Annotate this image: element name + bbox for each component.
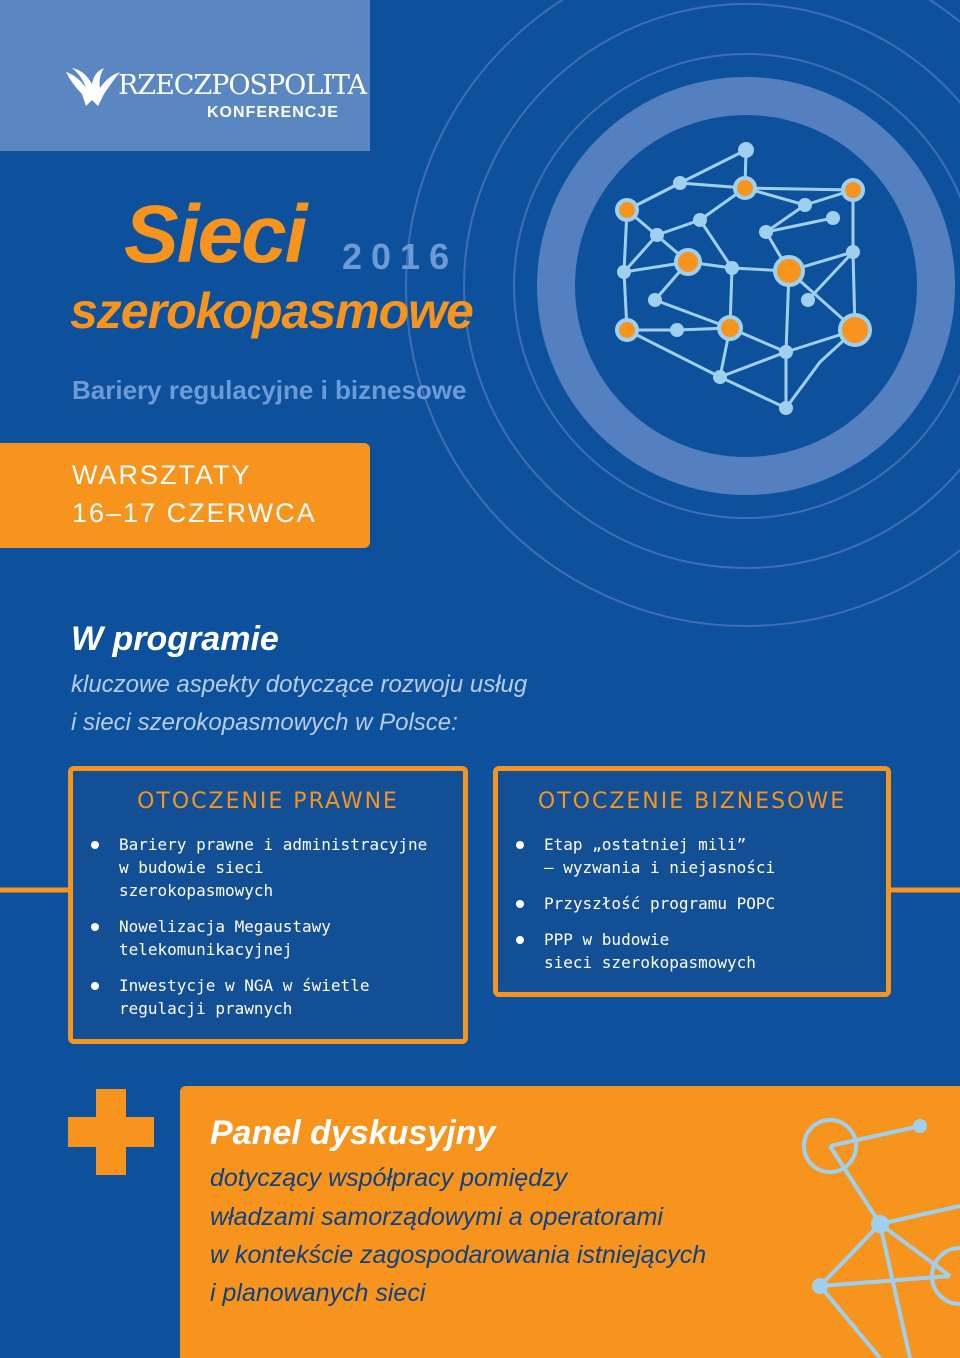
bullet-icon (91, 841, 99, 849)
eagle-logo-icon (64, 66, 122, 108)
logo-name: RZECZPOSPOLITA (118, 70, 366, 101)
panel-description-line-3: w kontekście zagospodarowania istniejących (210, 1241, 707, 1269)
panel-title: Panel dyskusyjny (210, 1114, 496, 1152)
bullet-icon (91, 982, 99, 990)
bullet-icon (516, 841, 524, 849)
tagline: Bariery regulacyjne i biznesowe (72, 375, 467, 405)
list-item: Bariery prawne i administracyjne w budowie sieci szerokopasmowych (119, 833, 453, 902)
title-subtitle: szerokopasmowe (70, 283, 473, 339)
list-item: Przyszłość programu POPC (544, 892, 876, 915)
discussion-panel-block (180, 1086, 960, 1358)
business-topic-list (544, 833, 876, 987)
logo-subtitle: KONFERENCJE (207, 104, 339, 121)
list-item: Nowelizacja Megaustawy telekomunikacyjnej (119, 915, 453, 961)
legal-environment-box (68, 766, 468, 1044)
title-year: 2016 (342, 236, 459, 277)
plus-icon-vertical (96, 1089, 126, 1175)
workshop-banner (0, 443, 370, 548)
list-item: Inwestycje w NGA w świetle regulacji prawnych (119, 974, 453, 1020)
list-item: Etap „ostatniej mili” – wyzwania i niejasności (544, 833, 876, 879)
workshop-label: WARSZTATY (72, 460, 252, 490)
workshop-date: 16–17 CZERWCA (72, 498, 317, 528)
panel-description-line-4: i planowanych sieci (210, 1279, 426, 1307)
panel-description-line-1: dotyczący współpracy pomiędzy (210, 1164, 568, 1192)
business-environment-box (493, 766, 891, 997)
program-description-line-2: i sieci szerokopasmowych w Polsce: (71, 709, 458, 736)
list-item: PPP w budowie sieci szerokopasmowych (544, 928, 876, 974)
business-environment-title: OTOCZENIE BIZNESOWE (537, 789, 847, 814)
program-description-line-1: kluczowe aspekty dotyczące rozwoju usług (71, 671, 528, 698)
bullet-icon (516, 900, 524, 908)
legal-topic-list (119, 833, 453, 1033)
program-heading: W programie (71, 620, 279, 658)
logo-block (0, 0, 370, 151)
title-main: Sieci (124, 189, 306, 280)
panel-description-line-2: władzami samorządowymi a operatorami (210, 1203, 663, 1231)
legal-environment-title: OTOCZENIE PRAWNE (137, 789, 399, 814)
bullet-icon (91, 923, 99, 931)
bullet-icon (516, 936, 524, 944)
